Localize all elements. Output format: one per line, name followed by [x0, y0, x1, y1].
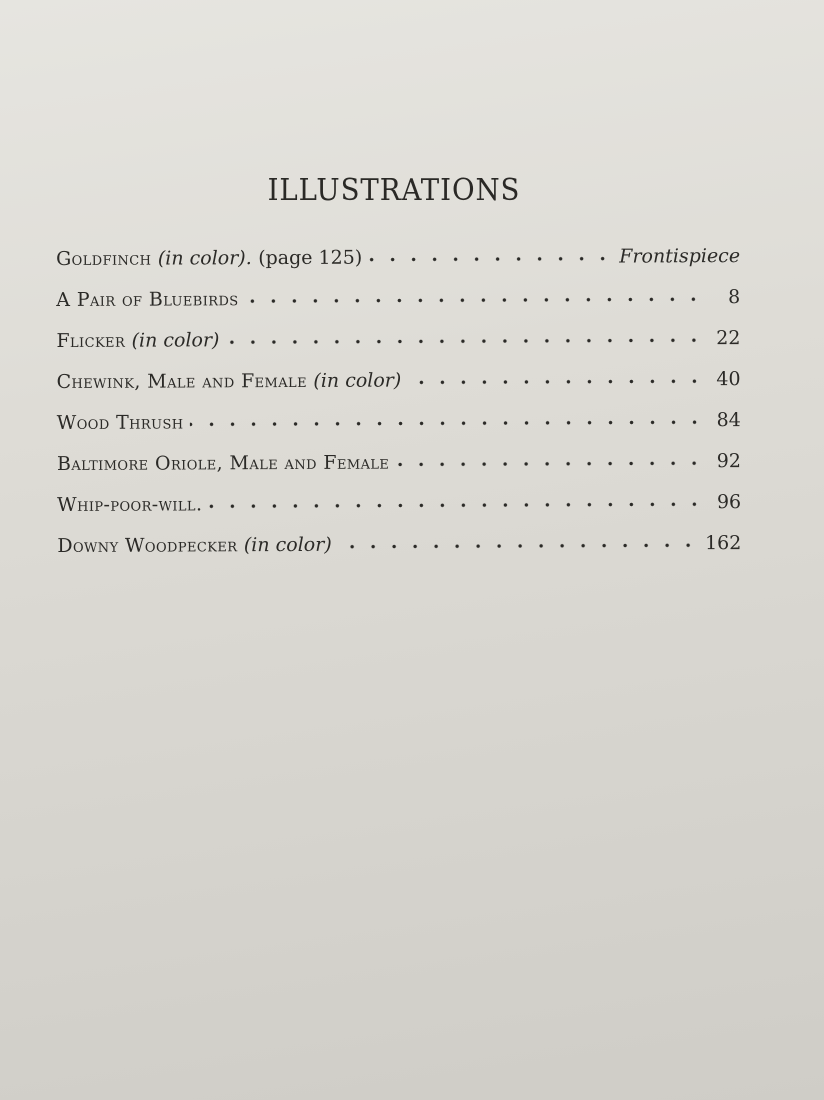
list-item	[57, 448, 741, 492]
entry-page: 8	[728, 286, 741, 309]
entry-title	[56, 247, 362, 270]
list-item	[57, 530, 741, 574]
entry-name: Chewink, Male and Female	[56, 369, 307, 393]
entry-page: 40	[716, 368, 741, 391]
entry-name: Goldfinch	[56, 247, 152, 270]
entry-page: 96	[716, 491, 742, 514]
list-item	[56, 284, 740, 328]
entry-title	[56, 329, 219, 352]
page-heading: ILLUSTRATIONS	[267, 173, 521, 208]
entry-name: A Pair of Bluebirds	[56, 288, 239, 311]
entry-name: Flicker	[56, 329, 126, 352]
list-item	[56, 325, 740, 369]
dot-leader	[208, 491, 705, 512]
list-item	[57, 489, 741, 533]
dot-leader	[395, 450, 705, 470]
entry-title	[57, 452, 389, 475]
dot-leader	[189, 409, 704, 430]
entry-note: (in color)	[131, 329, 220, 352]
entry-title	[57, 534, 331, 557]
entry-page: 162	[704, 532, 742, 555]
entry-page: 92	[716, 450, 741, 473]
dot-leader	[407, 368, 704, 388]
entry-name: Downy Woodpecker	[57, 534, 238, 557]
entry-title	[57, 493, 202, 516]
entry-page: 22	[716, 327, 741, 350]
dot-leader	[368, 246, 613, 266]
dot-leader	[245, 286, 705, 307]
dot-leader	[225, 327, 704, 348]
entry-title	[57, 369, 402, 393]
illustrations-list	[56, 243, 741, 574]
entry-title	[57, 411, 184, 434]
entry-page: 84	[716, 409, 741, 432]
entry-page: Frontispiece	[619, 245, 741, 268]
entry-name: Whip-poor-will.	[57, 493, 203, 516]
entry-name: Wood Thrush	[56, 411, 184, 434]
entry-title	[56, 288, 238, 311]
entry-note: (in color)	[313, 369, 402, 392]
entry-name: Baltimore Oriole, Male and Female	[56, 451, 390, 475]
entry-extra: (page 125)	[258, 246, 363, 270]
list-item	[57, 407, 741, 451]
dot-leader	[338, 532, 699, 553]
list-item	[56, 243, 740, 287]
list-item	[57, 366, 741, 410]
entry-note: (in color)	[243, 533, 332, 557]
entry-note: (in color).	[157, 247, 252, 270]
